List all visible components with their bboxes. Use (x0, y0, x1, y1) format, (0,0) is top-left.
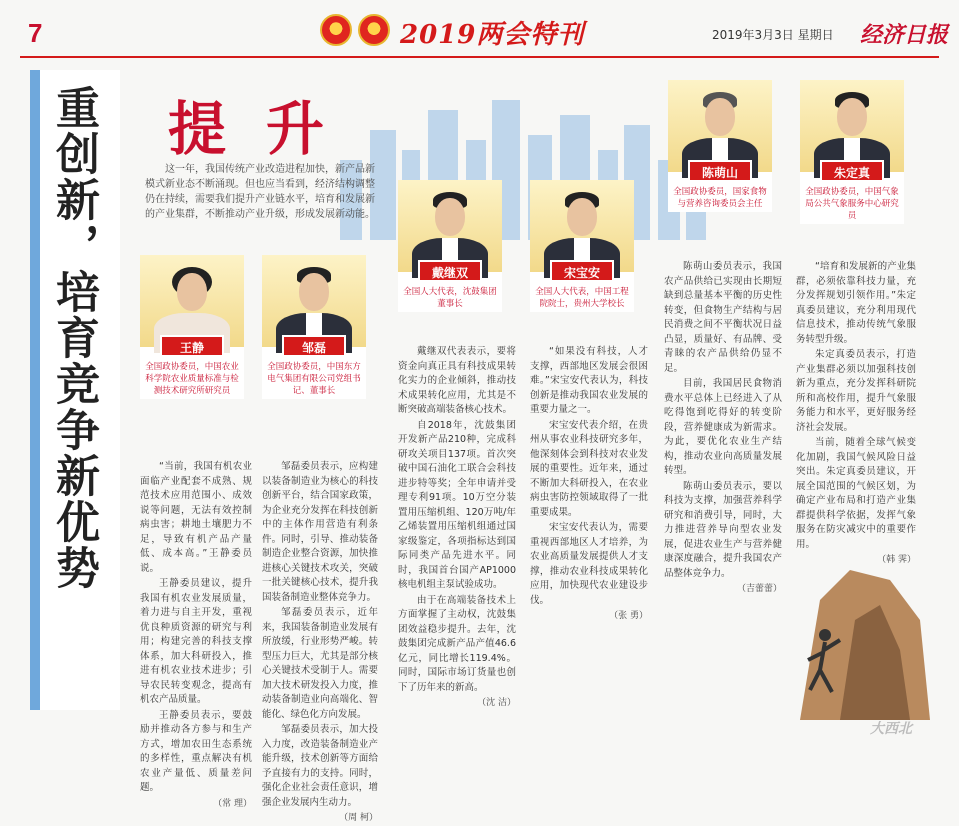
person-name: 朱定真 (820, 160, 884, 182)
issue-date: 2019年3月3日 星期日 (712, 28, 834, 42)
person-role: 全国人大代表，中国工程院院士，贵州大学校长 (535, 287, 629, 309)
article-paragraph: 朱定真委员表示，打造产业集群必须以加强科技创新为重点，充分发挥科研院所和高校作用，提升气象服务能力和水平，更好服务经济社会发展。 (796, 349, 916, 433)
feature-word: 提升 (168, 95, 365, 163)
byline: （周 柯） (339, 813, 378, 823)
portrait-card (140, 255, 244, 399)
header-divider (20, 56, 939, 58)
person-role: 全国政协委员，中国东方电气集团有限公司党组书记、董事长 (267, 362, 361, 396)
article-column (796, 260, 916, 568)
portrait-card (668, 80, 772, 212)
byline: （张 勇） (609, 611, 648, 621)
page-headline: 重创新，培育竞争新优势 (48, 85, 99, 591)
article-paragraph: 由于在高端装备技术上方面掌握了主动权，沈鼓集团效益稳步提升。去年，沈鼓集团完成新产品产值46.6亿元，同比增长119.4%。同时，国际市场订货量也创下了历年来的新高。 (398, 594, 516, 693)
page-number: 7 (28, 18, 43, 48)
person-name: 王静 (160, 335, 224, 357)
article-paragraph: 邹磊委员表示，加大投入力度，改造装备制造业产能升级，技术创新等方面给予直接有力的支持。同时，强化企业社会责任意识，增强企业发展内生动力。 (262, 724, 378, 808)
page-header (0, 0, 959, 62)
article-paragraph: 目前，我国居民食物消费水平总体上已经进入了从吃得饱到吃得好的转变阶段，营养健康成为新需求。为此，要优化农业生产结构，推动农业向高质量发展转型。 (664, 378, 782, 476)
person-role: 全国政协委员，中国农业科学院农业质量标准与检测技术研究所研究员 (145, 362, 239, 396)
article-paragraph: 陈萌山委员表示，要以科技为支撑，加强营养科学研究和消费引导，同时，大力推进营养导向型农业发展，促进农业生产与营养健康深度融合，提升我国农产品整体竞争力。 (664, 480, 782, 579)
person-name: 邹磊 (282, 335, 346, 357)
section-title: 2019两会特刊 (400, 20, 585, 50)
article-column (664, 260, 782, 597)
article-paragraph: 当前，随着全球气候变化加剧，我国气候风险日益突出。朱定真委员建议，开展全国范围的气候区划，为确定产业布局和打造产业集群提供科学依据，发挥气象服务在防灾减灾中的重要作用。 (796, 437, 916, 550)
city-skyline-illustration (330, 90, 710, 240)
person-name: 宋宝安 (550, 260, 614, 282)
cppcc-emblem-icon (358, 14, 390, 46)
byline: （吉蕾蕾） (736, 584, 782, 594)
article-paragraph: 王静委员建议，提升我国有机农业发展质量，着力进与自主开发，重视优良种质资源的研究与利用；构建完善的科技支撑体系，加大科研投入，推进有机农业技术进步；引导农民转变观念，提高有机农产品质量。 (140, 578, 252, 705)
article-column (530, 345, 648, 624)
intro-paragraph: 这一年，我国传统产业改造进程加快，新产品新模式新业态不断涌现。但也应当看到，经济结构调整仍在持续，需要我们提升产业链水平，培育和发展新的产业集群，不断推动产业升级，形成发展新动能。 (145, 164, 375, 220)
portrait-photo (530, 180, 634, 272)
byline: （沈 洁） (477, 698, 516, 708)
article-paragraph: 宋宝安代表介绍，在贵州从事农业科技研究多年，他深刻体会到科技对农业发展的重要性。近年来，通过不断加大科研投入，在农业病虫害防控领域取得了一批重要成果。 (530, 419, 648, 518)
person-name: 戴继双 (418, 260, 482, 282)
person-role: 全国人大代表，沈鼓集团董事长 (403, 287, 497, 309)
portrait-card (262, 255, 366, 399)
article-paragraph: “如果没有科技，人才支撑，西部地区发展会很困难。”宋宝安代表认为，科技创新是推动我国农业发展的重要力量之一。 (530, 346, 648, 415)
rock-climber-illustration (780, 560, 930, 720)
article-paragraph: 戴继双代表表示，要将资金向真正具有科技成果转化实力的企业倾斜，推动技术成果转化应用，尤其是不断突破高端装备核心技术。 (398, 346, 516, 415)
person-role: 全国政协委员，中国气象局公共气象服务中心研究员 (805, 187, 899, 221)
byline: （常 理） (213, 798, 252, 809)
portrait-card (398, 180, 502, 312)
article-column (398, 345, 516, 711)
person-name: 陈萌山 (688, 160, 752, 182)
article-paragraph: 自2018年，沈鼓集团开发新产品210种，完成科研攻关项目137项。首次突破中国石油化工联合会科技进步特等奖；全年申请并受理专利91项。10万空分装置用压缩机组、120万吨/年乙烯装置用压缩机组通过国家级鉴定，各项指标达到国际同类产品先进水平。同时，我国首台国产AP1000核电机组主泵试验成功。 (398, 419, 516, 590)
article-paragraph: 邹磊委员表示，近年来，我国装备制造业发展有所放缓，行业形势严峻。转型压力巨大，尤其是部分核心关键技术受制于人。需要加大技术研发投入力度，推动装备制造业向高端化、智能化、绿色化方向发展。 (262, 607, 378, 720)
article-paragraph: 邹磊委员表示，应构建以装备制造业为核心的科技创新平台，结合国家政策，为企业充分发挥在科技创新中的主体作用营造有利条件。同时，引导、推动装备制造企业整合资源，加快推进核心关键技术攻关，突破一批关键核心技术，提升我国装备制造业整体竞争力。 (262, 461, 378, 603)
portrait-card (800, 80, 904, 224)
national-emblem-icon (320, 14, 352, 46)
article-paragraph: 王静委员表示，要鼓励并推动各方参与和生产方式，增加农田生态系统的多样性，重点解决有机农业产量低、质量差问题。 (140, 709, 252, 793)
article-column (140, 460, 252, 811)
article-paragraph: 陈萌山委员表示，我国农产品供给已实现由长期短缺到总量基本平衡的历史性转变，但食物生产结构与居民消费之间不平衡状况日益凸显，质量好、有品牌、受青睐的农产品供给仍显不足。 (664, 261, 782, 374)
newspaper-logo: 经济日报 (860, 22, 949, 48)
watermark: 大西北 (870, 721, 912, 737)
article-paragraph: 宋宝安代表认为，需要重视西部地区人才培养，为农业高质量发展提供人才支撑，推动农业科技成果转化应用，加快现代农业建设步伐。 (530, 522, 648, 606)
article-paragraph: “当前，我国有机农业面临产业配套不成熟、规范技术应用范围小、成效说等问题，无法有效控制病虫害；耕地土壤肥力不足，导致有机产品产量低、成本高。”王静委员说。 (140, 461, 252, 574)
portrait-photo (800, 80, 904, 172)
portrait-photo (668, 80, 772, 172)
portrait-photo (140, 255, 244, 347)
article-column (262, 460, 378, 826)
portrait-photo (398, 180, 502, 272)
portrait-card (530, 180, 634, 312)
article-paragraph: “培育和发展新的产业集群，必须依靠科技力量，充分发挥规划引领作用。”朱定真委员建议，充分利用现代信息技术，推动传统气象服务转型升级。 (796, 261, 916, 345)
portrait-photo (262, 255, 366, 347)
person-role: 全国政协委员，国家食物与营养咨询委员会主任 (673, 187, 767, 209)
byline: （韩 霁） (877, 555, 916, 565)
